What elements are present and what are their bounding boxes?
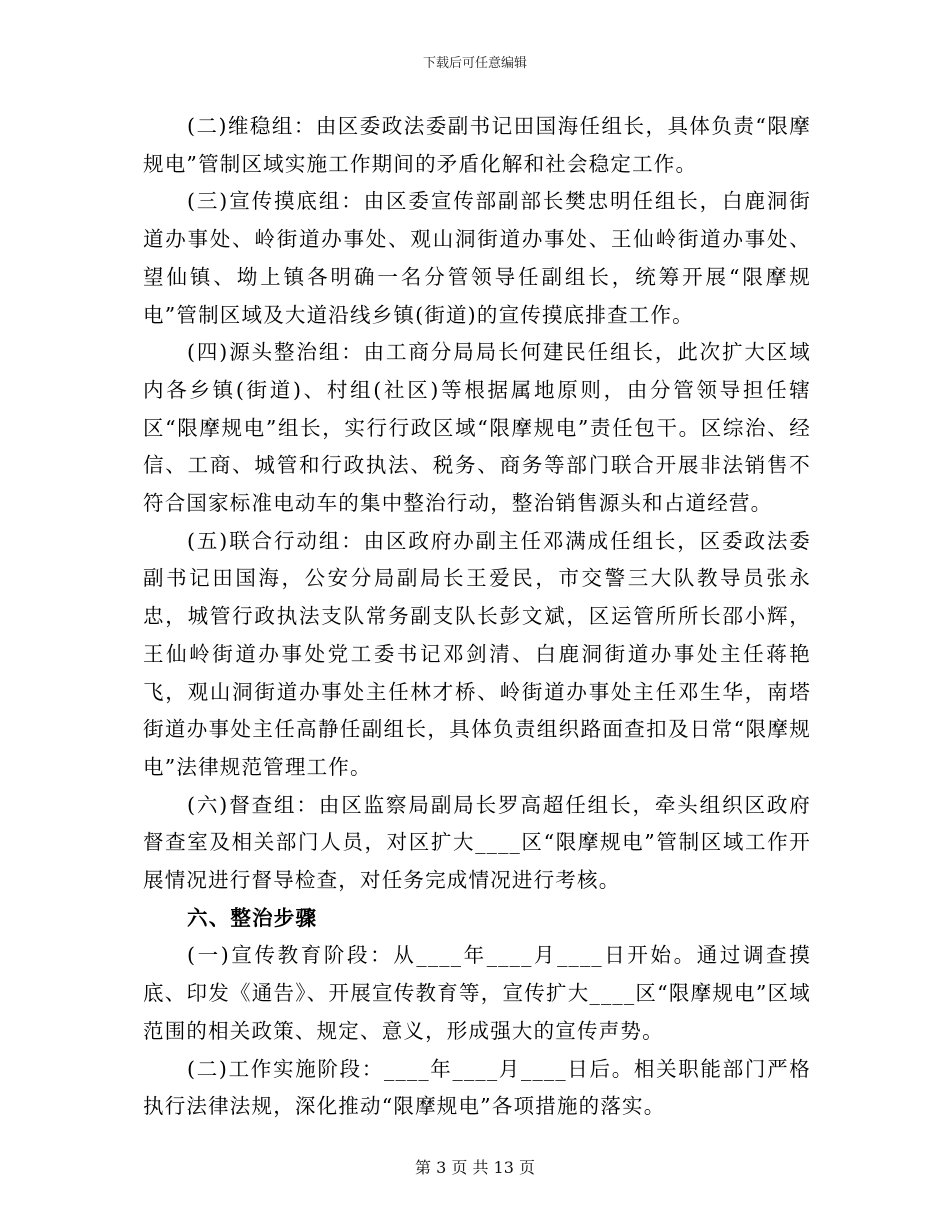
page-footer: 第 3 页 共 13 页: [415, 1158, 535, 1177]
document-body: [143, 108, 811, 1126]
paragraph-step-implementation: (二)工作实施阶段：____年____月____日后。相关职能部门严格执行法律法规，深化推动“限摩规电”各项措施的落实。: [143, 1056, 811, 1119]
paragraph-stability-group: (二)维稳组：由区委政法委副书记田国海任组长，具体负责“限摩规电”管制区域实施工作期间的矛盾化解和社会稳定工作。: [143, 114, 811, 176]
paragraph-joint-action-group: (五)联合行动组：由区政府办副主任邓满成任组长，区委政法委副书记田国海，公安分局副局长王爱民，市交警三大队教导员张永忠，城管行政执法支队常务副支队长彭文斌，区运管所所长邵小辉，王仙岭街道办事处党工委书记邓剑清、白鹿洞街道办事处主任蒋艳飞，观山洞街道办事处主任林才桥、岭街道办事处主任邓生华，南塔街道办事处主任高静任副组长，具体负责组织路面查扣及日常“限摩规电”法律规范管理工作。: [143, 528, 811, 779]
page-header: 下载后可任意编辑: [422, 56, 527, 71]
paragraph-source-control-group: (四)源头整治组：由工商分局局长何建民任组长，此次扩大区域内各乡镇(街道)、村组(社区)等根据属地原则，由分管领导担任辖区“限摩规电”组长，实行行政区域“限摩规电”责任包干。区综治、经信、工商、城管和行政执法、税务、商务等部门联合开展非法销售不符合国家标准电动车的集中整治行动，整治销售源头和占道经营。: [143, 340, 811, 516]
paragraph-supervision-group: (六)督查组：由区监察局副局长罗高超任组长，牵头组织区政府督查室及相关部门人员，对区扩大____区“限摩规电”管制区域工作开展情况进行督导检查，对任务完成情况进行考核。: [143, 792, 811, 893]
paragraph-step-publicity: (一)宣传教育阶段：从____年____月____日开始。通过调查摸底、印发《通告》、开展宣传教育等，宣传扩大____区“限摩规电”区域范围的相关政策、规定、意义，形成强大的宣传声势。: [143, 943, 811, 1043]
section-heading-steps: 六、整治步骤: [187, 905, 318, 930]
paragraph-publicity-group: (三)宣传摸底组：由区委宣传部副部长樊忠明任组长，白鹿洞街道办事处、岭街道办事处、观山洞街道办事处、王仙岭街道办事处、望仙镇、坳上镇各明确一名分管领导任副组长，统筹开展“限摩规电”管制区域及大道沿线乡镇(街道)的宣传摸底排查工作。: [143, 189, 811, 327]
